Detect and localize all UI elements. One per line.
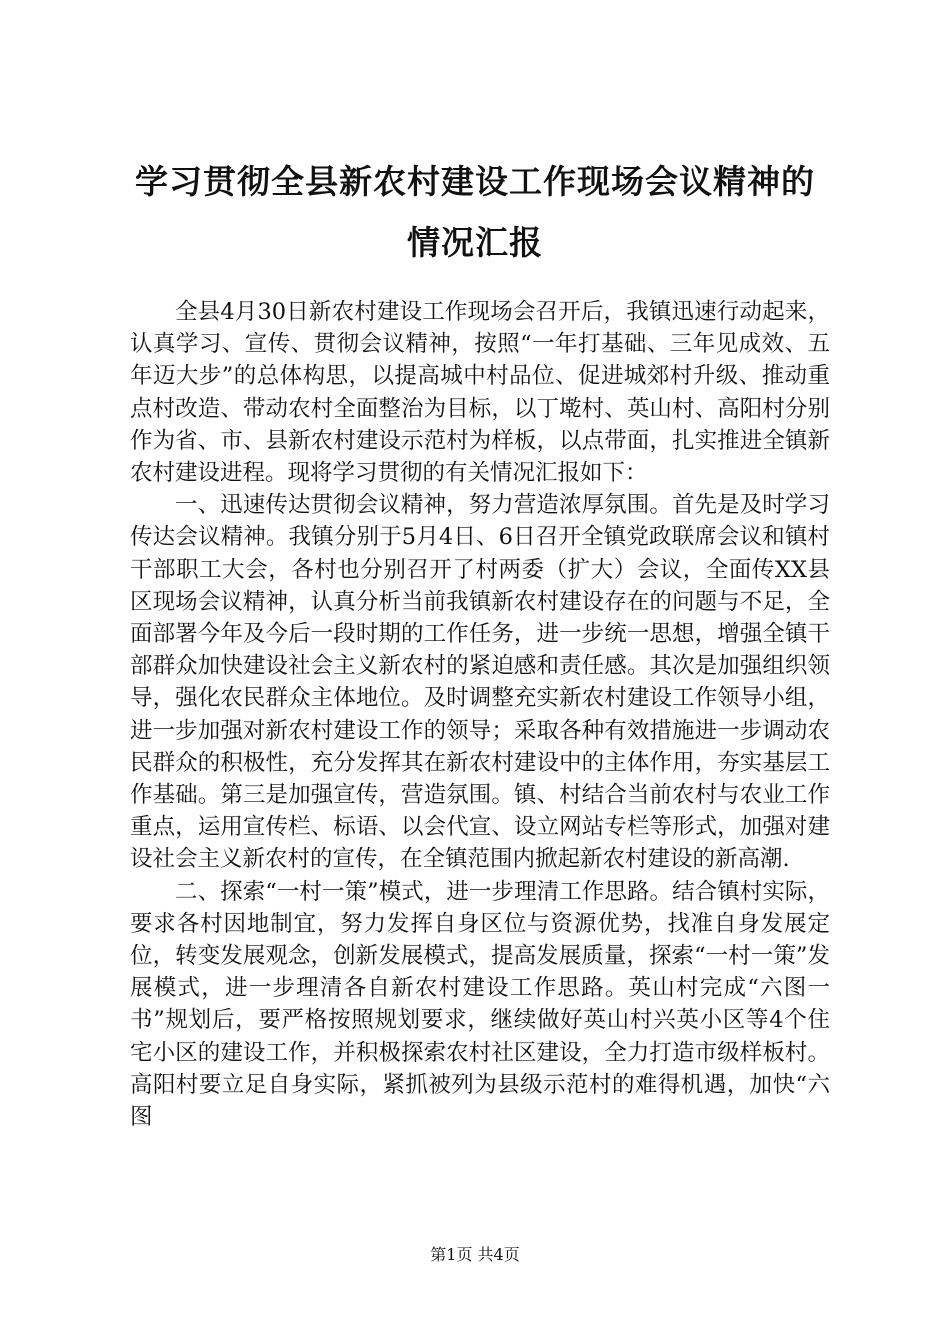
page-number-footer: 第1页 共4页: [430, 1245, 520, 1264]
document-body: [130, 296, 830, 1133]
paragraph-section-1: 一、迅速传达贯彻会议精神，努力营造浓厚氛围。首先是及时学习传达会议精神。我镇分别于5月4日、6日召开全镇党政联席会议和镇村干部职工大会，各村也分别召开了村两委（扩大）会议，全面传XX县区现场会议精神，认真分析当前我镇新农村建设存在的问题与不足，全面部署今年及今后一段时期的工作任务，进一步统一思想，增强全镇干部群众加快建设社会主义新农村的紧迫感和责任感。其次是加强组织领导，强化农民群众主体地位。及时调整充实新农村建设工作领导小组，进一步加强对新农村建设工作的领导；采取各种有效措施进一步调动农民群众的积极性，充分发挥其在新农村建设中的主体作用，夯实基层工作基础。第三是加强宣传，营造氛围。镇、村结合当前农村与农业工作重点，运用宣传栏、标语、以会代宣、设立网站专栏等形式，加强对建设社会主义新农村的宣传，在全镇范围内掀起新农村建设的新高潮.: [130, 492, 830, 873]
paragraph-intro: 全县4月30日新农村建设工作现场会召开后，我镇迅速行动起来，认真学习、宣传、贯彻会议精神，按照“一年打基础、三年见成效、五年迈大步”的总体构思，以提高城中村品位、促进城郊村升级、推动重点村改造、带动农村全面整治为目标，以丁墘村、英山村、高阳村分别作为省、市、县新农村建设示范村为样板，以点带面，扎实推进全镇新农村建设进程。现将学习贯彻的有关情况汇报如下：: [130, 299, 830, 487]
document-title-line-2: 情况汇报: [407, 223, 543, 262]
paragraph-section-2: 二、探索“一村一策”模式，进一步理清工作思路。结合镇村实际，要求各村因地制宜，努力发挥自身区位与资源优势，找准自身发展定位，转变发展观念，创新发展模式，提高发展质量，探索“一村一策”发展模式，进一步理清各自新农村建设工作思路。英山村完成“六图一书”规划后，要严格按照规划要求，继续做好英山村兴英小区等4个住宅小区的建设工作，并积极探索农村社区建设，全力打造市级样板村。高阳村要立足自身实际，紧抓被列为县级示范村的难得机遇，加快“六图: [130, 878, 830, 1131]
document-title-line-1: 学习贯彻全县新农村建设工作现场会议精神的: [135, 162, 815, 201]
